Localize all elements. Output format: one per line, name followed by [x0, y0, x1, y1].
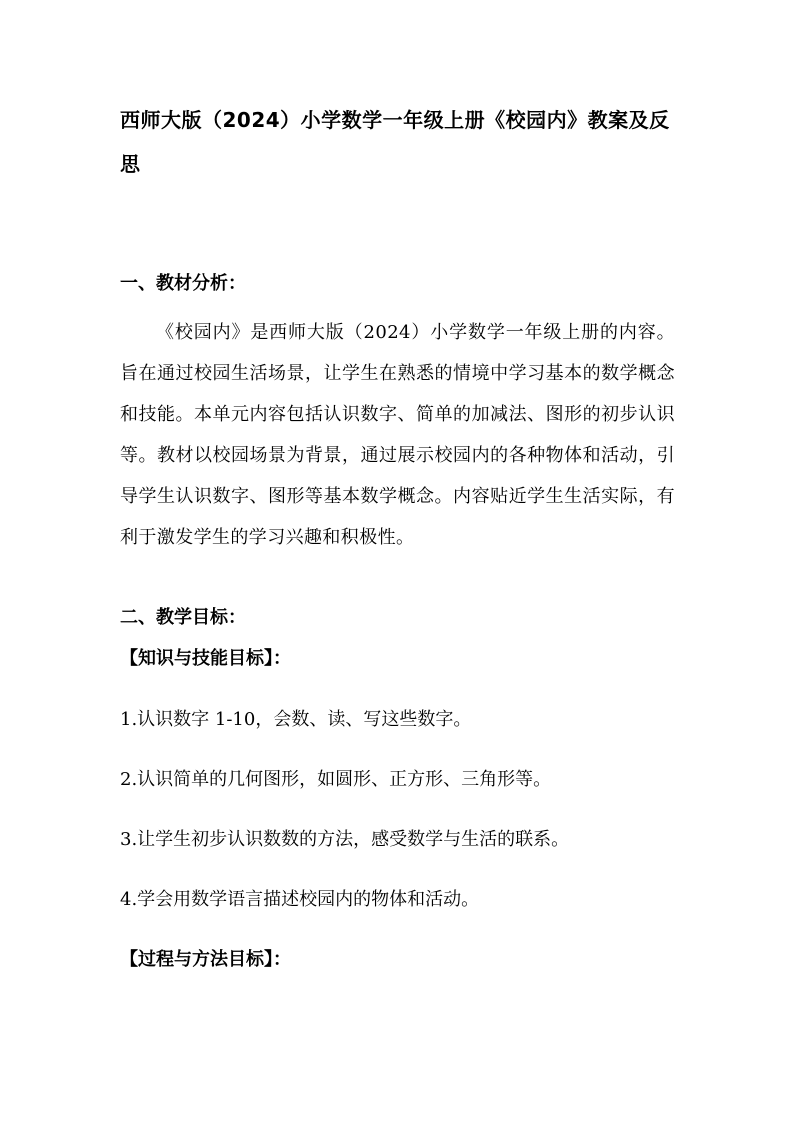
- material-analysis-paragraph: 《校园内》是西师大版（2024）小学数学一年级上册的内容。旨在通过校园生活场景，让学生在熟悉的情境中学习基本的数学概念和技能。本单元内容包括认识数字、简单的加减法、图形的初步认识等。教材以校园场景为背景，通过展示校园内的各种物体和活动，引导学生认识数字、图形等基本数学概念。内容贴近学生生活实际，有利于激发学生的学习兴趣和积极性。: [120, 322, 675, 548]
- subheading-process-methods: 【过程与方法目标】：: [120, 949, 291, 970]
- section-heading-material-analysis: 一、教材分析：: [120, 273, 246, 294]
- goal-item-4: 4.学会用数学语言描述校园内的物体和活动。: [120, 889, 480, 910]
- goal-item-2: 2.认识简单的几何图形，如圆形、正方形、三角形等。: [120, 769, 552, 790]
- section-heading-teaching-goals: 二、教学目标：: [120, 607, 246, 628]
- document-title: 西师大版（2024）小学数学一年级上册《校园内》教案及反思: [120, 108, 670, 176]
- goal-item-3: 3.让学生初步认识数数的方法，感受数学与生活的联系。: [120, 829, 570, 850]
- goal-item-1: 1.认识数字 1-10，会数、读、写这些数字。: [120, 709, 472, 730]
- subheading-knowledge-skills: 【知识与技能目标】：: [120, 648, 291, 669]
